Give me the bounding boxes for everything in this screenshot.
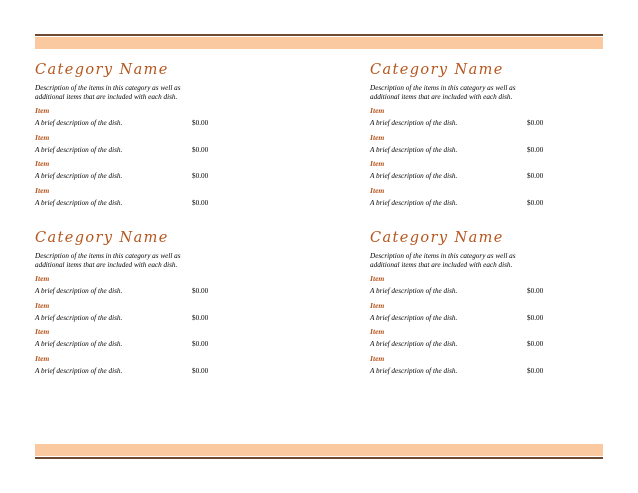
menu-item [370, 133, 600, 160]
category-description-line: additional items that are included with each dish. [35, 261, 178, 269]
menu-item [370, 274, 600, 301]
item-name: Item [370, 274, 385, 283]
item-price: $0.00 [192, 340, 209, 349]
menu-item [370, 354, 600, 381]
item-description: A brief description of the dish. [370, 172, 458, 181]
item-description: A brief description of the dish. [370, 198, 458, 207]
item-price: $0.00 [192, 145, 209, 154]
item-name: Item [370, 353, 385, 363]
item-name: Item [370, 106, 385, 115]
item-name: Item [35, 132, 50, 142]
menu-item [35, 133, 265, 160]
item-price: $0.00 [192, 313, 209, 322]
item-description: A brief description of the dish. [370, 366, 458, 375]
category-description [370, 84, 600, 106]
item-name: Item [35, 300, 50, 310]
category-description [35, 84, 265, 106]
item-name: Item [370, 327, 385, 337]
category-description-line: Description of the items in this category as well as [35, 84, 181, 92]
category-description [370, 252, 600, 274]
category-description-line: additional items that are included with each dish. [370, 93, 513, 101]
category-description-line: additional items that are included with each dish. [370, 261, 513, 269]
menu-item [35, 274, 265, 301]
item-name: Item [370, 132, 385, 142]
category-title: Category Name [35, 62, 169, 78]
item-name: Item [370, 300, 385, 310]
item-name: Item [35, 159, 50, 169]
menu-item [35, 327, 265, 354]
item-name: Item [35, 274, 50, 283]
item-name: Item [370, 159, 385, 169]
menu-item [35, 186, 265, 213]
item-price: $0.00 [527, 145, 544, 154]
menu-section-1 [35, 58, 265, 212]
menu-item [370, 106, 600, 133]
menu-item [35, 301, 265, 328]
menu-item [35, 354, 265, 381]
item-price: $0.00 [192, 366, 209, 375]
menu-item [370, 159, 600, 186]
item-description: A brief description of the dish. [35, 119, 123, 127]
item-description: A brief description of the dish. [370, 119, 458, 127]
item-description: A brief description of the dish. [370, 145, 458, 154]
item-name: Item [370, 185, 385, 195]
item-description: A brief description of the dish. [35, 287, 123, 295]
menu-section-2 [370, 58, 600, 212]
category-description-line: Description of the items in this category as well as [370, 252, 516, 260]
item-price: $0.00 [192, 198, 209, 207]
item-name: Item [35, 327, 50, 337]
category-title: Category Name [370, 230, 504, 246]
item-price: $0.00 [527, 119, 544, 127]
item-price: $0.00 [527, 287, 544, 295]
item-description: A brief description of the dish. [35, 366, 123, 375]
menu-item [370, 327, 600, 354]
item-description: A brief description of the dish. [370, 287, 458, 295]
item-description: A brief description of the dish. [35, 198, 123, 207]
top-decorative-band [35, 37, 603, 49]
item-description: A brief description of the dish. [370, 313, 458, 322]
item-price: $0.00 [192, 287, 209, 295]
menu-section-3 [35, 226, 265, 380]
item-name: Item [35, 353, 50, 363]
item-price: $0.00 [527, 313, 544, 322]
menu-section-4 [370, 226, 600, 380]
bottom-decorative-band [35, 444, 603, 456]
category-title: Category Name [370, 62, 504, 78]
category-description-line: Description of the items in this category as well as [35, 252, 181, 260]
item-price: $0.00 [192, 119, 209, 127]
top-rule [35, 34, 603, 36]
item-price: $0.00 [192, 172, 209, 181]
bottom-rule [35, 457, 603, 459]
item-price: $0.00 [527, 172, 544, 181]
item-description: A brief description of the dish. [35, 172, 123, 181]
menu-item [35, 106, 265, 133]
item-description: A brief description of the dish. [35, 145, 123, 154]
category-title: Category Name [35, 230, 169, 246]
item-description: A brief description of the dish. [370, 340, 458, 349]
item-description: A brief description of the dish. [35, 313, 123, 322]
category-description-line: additional items that are included with each dish. [35, 93, 178, 101]
category-description-line: Description of the items in this category as well as [370, 84, 516, 92]
item-name: Item [35, 106, 50, 115]
category-description [35, 252, 265, 274]
menu-item [35, 159, 265, 186]
item-description: A brief description of the dish. [35, 340, 123, 349]
menu-item [370, 186, 600, 213]
item-price: $0.00 [527, 198, 544, 207]
item-price: $0.00 [527, 366, 544, 375]
item-price: $0.00 [527, 340, 544, 349]
item-name: Item [35, 185, 50, 195]
menu-item [370, 301, 600, 328]
